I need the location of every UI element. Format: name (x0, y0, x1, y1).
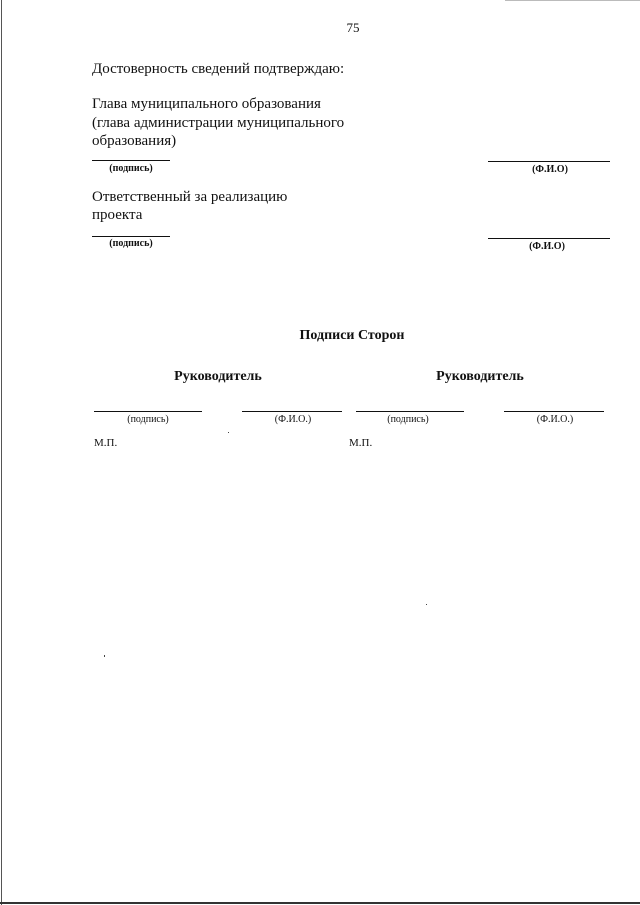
left-stamp-label: М.П. (94, 437, 118, 449)
scan-speck (104, 655, 105, 657)
responsible-line2: проекта (92, 207, 143, 223)
right-party-title: Руководитель (436, 369, 524, 384)
head-title-line3: образования) (92, 133, 177, 149)
head-signature-caption: (подпись) (109, 163, 153, 174)
right-name-caption: (Ф.И.О.) (536, 414, 574, 425)
scan-speck (228, 432, 229, 433)
confirm-text: Достоверность сведений подтверждаю: (92, 61, 345, 77)
left-signature-caption: (подпись) (127, 414, 169, 425)
right-signature-line (356, 411, 464, 412)
scan-edge-bottom (0, 902, 640, 904)
responsible-signature-line (92, 236, 170, 237)
head-name-line (488, 161, 610, 162)
head-title-line2: (глава администрации муниципального (92, 115, 345, 131)
left-name-caption: (Ф.И.О.) (274, 414, 312, 425)
responsible-name-line (488, 238, 610, 239)
responsible-line1: Ответственный за реализацию (92, 189, 288, 205)
scan-edge-left (1, 0, 2, 905)
responsible-name-caption: (Ф.И.О) (529, 241, 565, 252)
right-signature-caption: (подпись) (387, 414, 429, 425)
right-name-line (504, 411, 604, 412)
right-stamp-label: М.П. (349, 437, 373, 449)
head-name-caption: (Ф.И.О) (532, 164, 568, 175)
left-party-title: Руководитель (174, 369, 262, 384)
left-name-line (242, 411, 342, 412)
scan-edge-top (505, 0, 640, 1)
page-number: 75 (346, 20, 360, 35)
head-signature-line (92, 160, 170, 161)
left-signature-line (94, 411, 202, 412)
parties-heading: Подписи Сторон (299, 328, 405, 343)
head-title-line1: Глава муниципального образования (92, 96, 321, 112)
scan-speck (426, 604, 427, 605)
responsible-signature-caption: (подпись) (109, 238, 153, 249)
